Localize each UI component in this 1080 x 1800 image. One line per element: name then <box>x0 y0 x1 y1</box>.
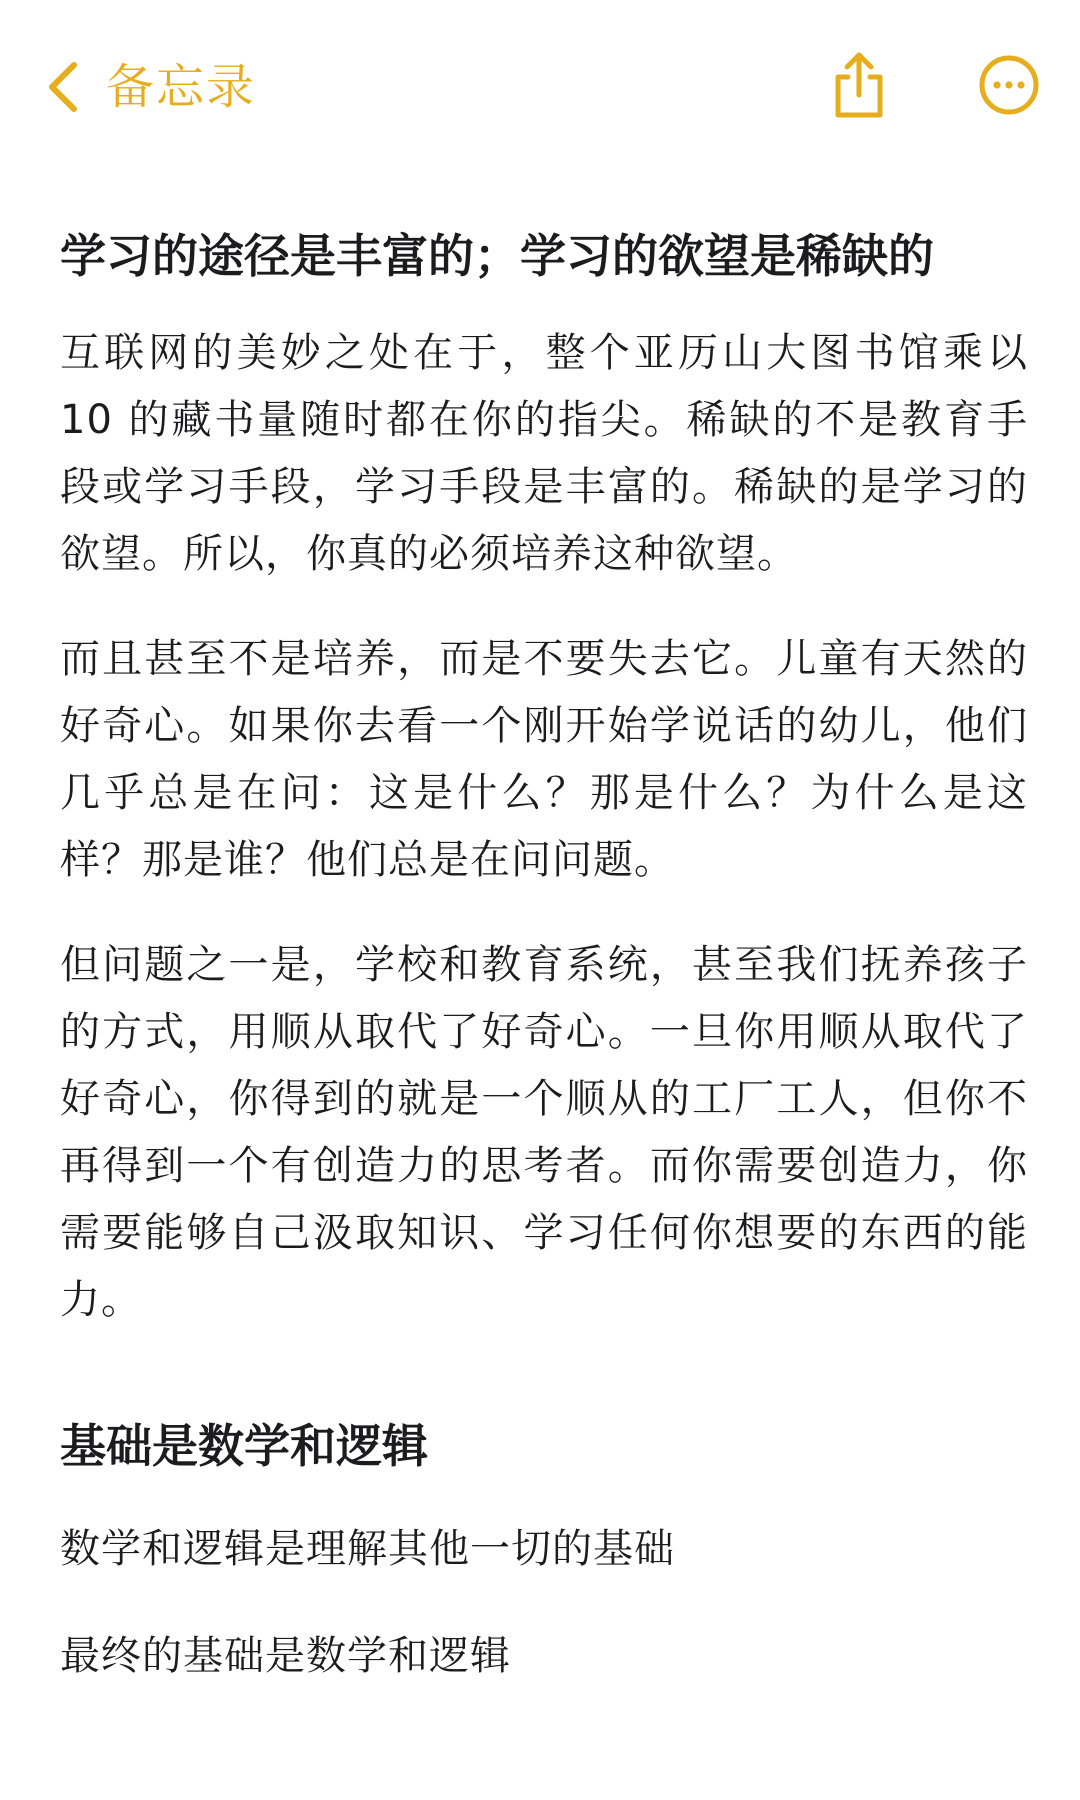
chevron-left-icon <box>44 59 84 115</box>
navigation-bar <box>0 0 1080 170</box>
note-paragraph: 但问题之一是，学校和教育系统，甚至我们抚养孩子的方式，用顺从取代了好奇心。一旦你用顺从取代了好奇心，你得到的就是一个顺从的工厂工人，但你不再得到一个有创造力的思考者。而你需要创造力，你需要能够自己汲取知识、学习任何你想要的东西的能力。 <box>60 942 1028 1323</box>
note-heading-2: 基础是数学和逻辑 <box>60 1419 428 1473</box>
note-paragraph: 互联网的美妙之处在于，整个亚历山大图书馆乘以 10 的藏书量随时都在你的指尖。稀缺的不是教育手段或学习手段，学习手段是丰富的。稀缺的是学习的欲望。所以，你真的必须培养这种欲望。 <box>60 330 1028 577</box>
note-paragraph: 而且甚至不是培养，而是不要失去它。儿童有天然的好奇心。如果你去看一个刚开始学说话的幼儿，他们几乎总是在问：这是什么？那是什么？为什么是这样？那是谁？他们总是在问问题。 <box>60 636 1028 883</box>
back-button[interactable] <box>44 52 256 122</box>
note-line: 数学和逻辑是理解其他一切的基础 <box>60 1526 675 1572</box>
back-label: 备忘录 <box>106 59 257 115</box>
note-body[interactable] <box>60 226 1028 1730</box>
share-icon <box>830 49 888 121</box>
ellipsis-circle-icon <box>978 54 1040 116</box>
share-button[interactable] <box>814 40 904 130</box>
more-options-button[interactable] <box>964 40 1054 130</box>
note-line: 最终的基础是数学和逻辑 <box>60 1633 511 1679</box>
note-heading-1: 学习的途径是丰富的；学习的欲望是稀缺的 <box>60 229 934 283</box>
